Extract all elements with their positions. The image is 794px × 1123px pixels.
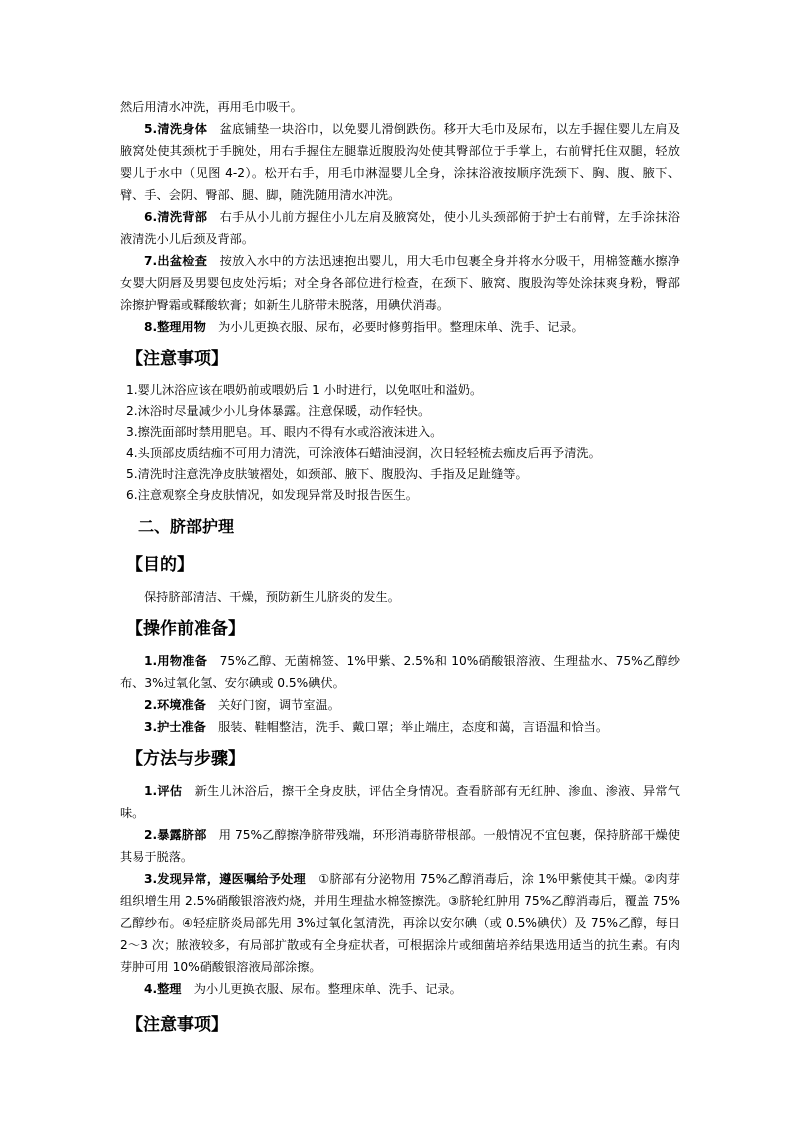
- section-heading-method: 【方法与步骤】: [126, 749, 245, 769]
- method-abnormal: [120, 868, 680, 978]
- step-label: 2.环境准备: [144, 698, 206, 712]
- step-text: 用 75%乙醇擦净脐带残端，环形消毒脐带根部。一般情况不宜包裹，保持脐部干燥使其易于脱落。: [120, 828, 680, 864]
- step-label: 1.用物准备: [144, 654, 208, 668]
- step-label: 8.整理用物: [144, 320, 206, 334]
- step-text: 为小儿更换衣服、尿布。整理床单、洗手、记录。: [193, 982, 462, 996]
- step-text: 新生儿沐浴后，擦干全身皮肤，评估全身情况。查看脐部有无红肿、渗血、渗液、异常气味。: [120, 784, 680, 820]
- prep-supplies: [120, 650, 680, 694]
- step-label: 1.评估: [144, 784, 183, 798]
- prep-environment: [120, 694, 680, 716]
- step-label: 3.发现异常，遵医嘱给予处理: [144, 872, 306, 886]
- step-text: 按放入水中的方法迅速抱出婴儿，用大毛巾包裹全身并将水分吸干，用棉签蘸水擦净女婴大阴唇及男婴包皮处污垢；对全身各部位进行检查，在颈下、腋窝、腹股沟等处涂抹爽身粉，臀部涂擦护臀霜或鞣酸软膏；如新生儿脐带未脱落，用碘伏消毒。: [120, 254, 680, 312]
- document-page: [120, 96, 680, 1038]
- list-item: 5.清洗时注意洗净皮肤皱褶处，如颈部、腋下、腹股沟、手指及足趾缝等。: [126, 467, 528, 481]
- step-label: 4.整理: [144, 982, 182, 996]
- method-expose: [120, 824, 680, 868]
- section-heading-bath-notes: 【注意事项】: [126, 349, 228, 369]
- step-text: 75%乙醇、无菌棉签、1%甲紫、2.5%和 10%硝酸银溶液、生理盐水、75%乙醇纱布、3%过氧化氢、安尔碘或 0.5%碘伏。: [120, 654, 681, 690]
- list-item: 3.擦洗面部时禁用肥皂。耳、眼内不得有水或浴液沫进入。: [126, 425, 443, 439]
- step-out-check: [120, 250, 680, 316]
- step-label: 6.清洗背部: [144, 210, 208, 224]
- step-label: 5.清洗身体: [144, 122, 208, 136]
- method-tidy: [120, 978, 680, 1000]
- list-item: 1.婴儿沐浴应该在喂奶前或喂奶后 1 小时进行，以免呕吐和溢奶。: [126, 383, 483, 397]
- step-label: 2.暴露脐部: [144, 828, 207, 842]
- section-heading-umbilical-notes: 【注意事项】: [126, 1015, 228, 1035]
- list-item: 4.头顶部皮质结痂不可用力清洗，可涂液体石蜡油浸润，次日轻轻梳去痂皮后再予清洗。: [126, 446, 601, 460]
- continued-paragraph: 然后用清水冲洗，再用毛巾吸干。: [120, 100, 303, 114]
- step-text: 关好门窗，调节室温。: [218, 698, 340, 712]
- step-wash-body: [120, 118, 680, 206]
- step-label: 3.护士准备: [144, 720, 206, 734]
- chapter-title: 二、脐部护理: [138, 517, 235, 536]
- step-text: ①脐部有分泌物用 75%乙醇消毒后，涂 1%甲紫使其干燥。②肉芽组织增生用 2.5%硝酸银溶液灼烧，并用生理盐水棉签擦洗。③脐轮红肿用 75%乙醇消毒后，覆盖 75%乙醇纱布。④轻症脐炎局部先用 3%过氧化氢清洗，再涂以安尔碘（或 0.5%碘伏）及 75%乙醇，每日 2～3 次；脓液较多，有局部扩散或有全身症状者，可根据涂片或细菌培养结果选用适当的抗生素。有肉芽肿可用 10%硝酸银溶液局部涂擦。: [120, 872, 680, 974]
- prep-nurse: [120, 716, 680, 738]
- step-text: 为小儿更换衣服、尿布，必要时修剪指甲。整理床单、洗手、记录。: [218, 320, 584, 334]
- step-label: 7.出盆检查: [144, 254, 208, 268]
- list-item: 2.沐浴时尽量减少小儿身体暴露。注意保暖，动作轻快。: [126, 404, 431, 418]
- step-tidy: [120, 316, 680, 338]
- step-text: 右手从小儿前方握住小儿左肩及腋窝处，使小儿头颈部俯于护士右前臂，左手涂抹浴液清洗小儿后颈及背部。: [120, 210, 680, 246]
- step-text: 盆底铺垫一块浴巾，以免婴儿滑倒跌伤。移开大毛巾及尿布，以左手握住婴儿左肩及腋窝处使其颈枕于手腕处，用右手握住左腿靠近腹股沟处使其臀部位于手掌上，右前臂托住双腿，轻放婴儿于水中（见图 4-2）。松开右手，用毛巾淋湿婴儿全身，涂抹浴液按顺序洗颈下、胸、腹、腋下、臂、手、会阴、臀部、腿、脚，随洗随用清水冲洗。: [120, 122, 680, 202]
- list-item: 6.注意观察全身皮肤情况，如发现异常及时报告医生。: [126, 488, 418, 502]
- step-text: 服装、鞋帽整洁，洗手、戴口罩；举止端庄，态度和蔼，言语温和恰当。: [218, 720, 609, 734]
- purpose-text: 保持脐部清洁、干燥，预防新生儿脐炎的发生。: [144, 590, 400, 604]
- section-heading-prep: 【操作前准备】: [126, 619, 245, 639]
- step-wash-back: [120, 206, 680, 250]
- section-heading-purpose: 【目的】: [126, 555, 194, 575]
- method-assess: [120, 780, 680, 824]
